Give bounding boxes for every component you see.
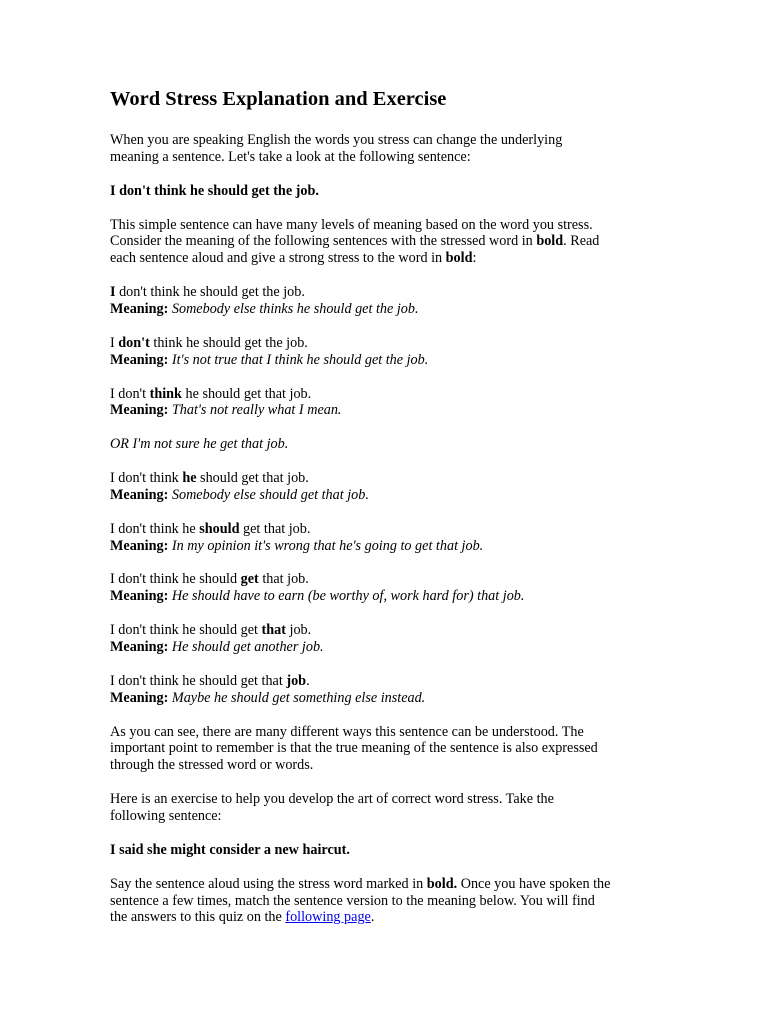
- example-stressed-word: I: [110, 284, 116, 301]
- explanation-bold-2: bold: [445, 250, 473, 267]
- instructions-text-3: the answers to this quiz on the: [110, 909, 286, 926]
- example-pre: I don't: [110, 385, 150, 402]
- example-pre: I don't think he should get that: [110, 672, 287, 689]
- example-post: get that job.: [239, 520, 311, 537]
- instructions-paragraph: [110, 876, 670, 927]
- explanation-text-3: . Read: [563, 233, 600, 250]
- instructions-text-4: .: [370, 909, 375, 926]
- intro-line-2: meaning a sentence. Let's take a look at the following sentence:: [110, 148, 471, 165]
- example-stressed-word: think: [149, 385, 182, 402]
- example-stressed-word: he: [182, 470, 197, 487]
- conclusion-paragraph: [110, 724, 670, 775]
- example-pre: I don't think: [110, 470, 183, 487]
- stress-example: [110, 521, 670, 555]
- example-stressed-word: job: [286, 672, 307, 689]
- intro-line-1: When you are speaking English the words you stress can change the underlying: [110, 132, 563, 148]
- example-stressed-word: that: [261, 622, 286, 639]
- exercise-sentence: I said she might consider a new haircut.: [110, 841, 350, 858]
- explanation-paragraph: [110, 217, 670, 268]
- example-meaning: It's not true that I think he should get the job.: [171, 351, 429, 368]
- meaning-label: Meaning:: [110, 639, 169, 656]
- example-pre: I don't think he should get: [110, 622, 262, 639]
- meaning-label: Meaning:: [110, 351, 169, 368]
- meaning-label: Meaning:: [110, 402, 169, 419]
- example-meaning: In my opinion it's wrong that he's going to get that job.: [171, 537, 484, 554]
- meaning-label: Meaning:: [110, 689, 169, 706]
- conclusion-line-1: As you can see, there are many different ways this sentence can be understood. The: [110, 723, 584, 740]
- example-sentence: I don't think he should get the job.: [110, 182, 319, 199]
- example-post: think he should get the job.: [149, 334, 308, 351]
- example-stressed-word: don't: [118, 334, 150, 351]
- example-meaning: He should have to earn (be worthy of, work hard for) that job.: [171, 588, 525, 605]
- example-meaning: That's not really what I mean.: [171, 402, 342, 419]
- meaning-label: Meaning:: [110, 486, 169, 503]
- explanation-text-4: each sentence aloud and give a strong stress to the word in: [110, 250, 446, 267]
- instructions-text-2: Once you have spoken the: [457, 875, 611, 892]
- explanation-text-5: :: [472, 250, 477, 267]
- example-pre: I don't think he: [110, 520, 200, 537]
- example-meaning: Maybe he should get something else instead.: [171, 689, 426, 706]
- example-post: don't think he should get the job.: [115, 284, 305, 301]
- example-post: .: [306, 672, 310, 689]
- page-title: Word Stress Explanation and Exercise: [110, 88, 447, 110]
- stress-example: [110, 470, 670, 504]
- instructions-line-2: sentence a few times, match the sentence version to the meaning below. You will find: [110, 892, 595, 909]
- instructions-bold: bold.: [426, 875, 458, 892]
- or-note: OR I'm not sure he get that job.: [110, 436, 289, 453]
- stress-example: [110, 622, 670, 656]
- conclusion-line-2: important point to remember is that the true meaning of the sentence is also expressed: [110, 740, 598, 757]
- explanation-bold-1: bold: [536, 233, 564, 250]
- example-meaning: He should get another job.: [171, 639, 324, 656]
- example-stressed-word: get: [240, 571, 259, 588]
- example-meaning: Somebody else should get that job.: [171, 486, 369, 503]
- example-meaning: Somebody else thinks he should get the job.: [171, 301, 419, 318]
- example-pre: I: [110, 334, 119, 351]
- example-post: that job.: [258, 571, 309, 588]
- stress-example: [110, 284, 670, 318]
- exercise-intro-line-2: following sentence:: [110, 808, 222, 825]
- document-page: [110, 86, 670, 943]
- explanation-line-1: This simple sentence can have many levels of meaning based on the word you stress.: [110, 216, 593, 233]
- stress-example: [110, 386, 670, 420]
- stress-example: [110, 673, 670, 707]
- meaning-label: Meaning:: [110, 537, 169, 554]
- exercise-intro-line-1: Here is an exercise to help you develop the art of correct word stress. Take the: [110, 791, 554, 808]
- example-pre: I don't think he should: [110, 571, 241, 588]
- example-post: he should get that job.: [181, 385, 312, 402]
- following-page-link[interactable]: following page: [285, 909, 371, 926]
- example-post: job.: [285, 622, 312, 639]
- exercise-intro-paragraph: [110, 791, 670, 825]
- example-post: should get that job.: [196, 470, 309, 487]
- meaning-label: Meaning:: [110, 301, 169, 318]
- explanation-text-2: Consider the meaning of the following sentences with the stressed word in: [110, 233, 537, 250]
- stress-example: [110, 335, 670, 369]
- stress-example: [110, 571, 670, 605]
- intro-paragraph: [110, 132, 670, 166]
- conclusion-line-3: through the stressed word or words.: [110, 757, 314, 774]
- instructions-text-1: Say the sentence aloud using the stress word marked in: [110, 875, 427, 892]
- example-stressed-word: should: [199, 520, 240, 537]
- meaning-label: Meaning:: [110, 588, 169, 605]
